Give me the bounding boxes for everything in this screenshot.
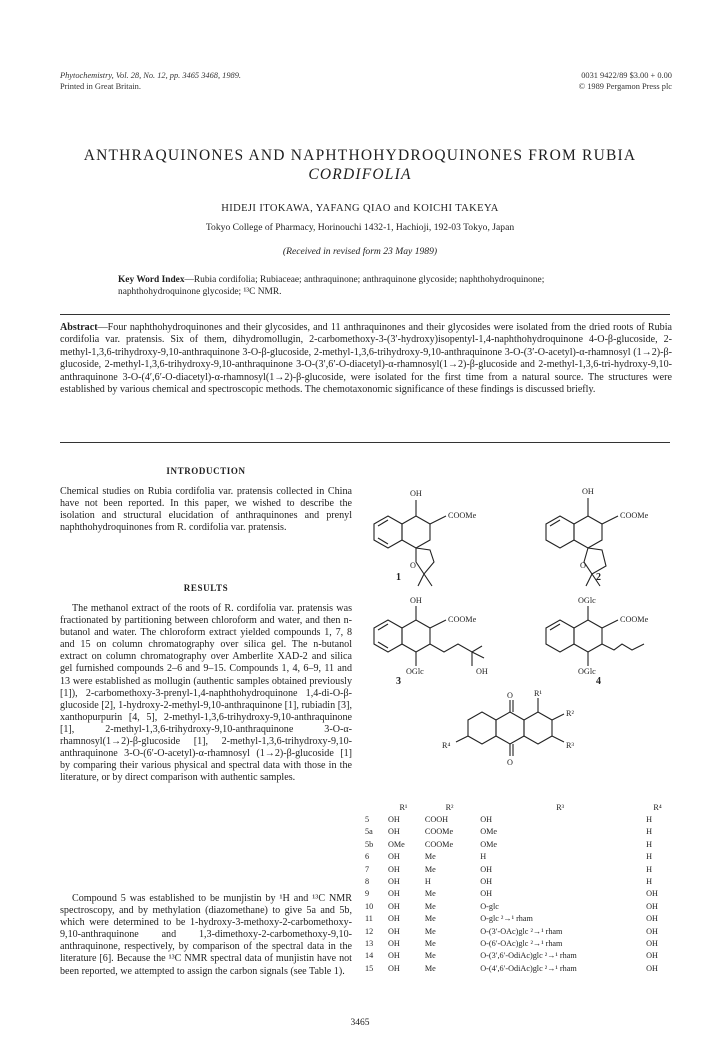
citation-line-1: Phytochemistry, Vol. 28, No. 12, pp. 3465 3468, 1989.: [60, 71, 241, 80]
divider-rule: [60, 314, 670, 315]
label-oglc: OGlc: [578, 596, 596, 605]
table-cell: O-(4′,6′-OdiAc)glc ²→¹ rham: [480, 963, 577, 973]
table-row: [362, 863, 672, 875]
structure-compound-1: [374, 500, 446, 586]
table-header-cell: R²: [445, 802, 454, 812]
table-cell: 5b: [365, 839, 374, 849]
table-cell: OH: [387, 938, 400, 948]
table-cell: OH: [646, 889, 658, 899]
table-cell: H: [646, 839, 653, 849]
abstract-text: —Four naphthohydroquinones and their glycosides, and 11 anthraquinones and their glycosides were isolated from the dried roots of Rubia cordifolia var. pratensis. Six of them, dihydromollugin, 2-carbomethoxy-3-(3′-hydroxy)isopentyl-1,4-naphthohydroquinone 4-O-β-glucoside, 2-methyl-1,3,6-trihydroxy-9,10-anthraquinone 3-O-β-glucoside, 2-methyl-1,3,6-trihydroxy-9,10-anthraquinone 3-O-(3′-O-acetyl)-α-rhamnosyl (1→2)-β-glucoside, 2-methyl-1,3,6-trihydroxy-9,10-anthraquinone 3-O-(3′,6′-O-diacetyl)-α-rhamnosyl(1→2)-β-glucoside and 2-methyl-1,3,6-tri-hydroxy-9,10-anthraquinone 3-O-(4′,6′-O-diacetyl)-α-rhamnosyl(1→2)-β-glucoside, were isolated for the first time from a natural source. The structures were established by various chemical and spectroscopic methods. The chemotaxonomic significance of these findings is discussed briefly.: [60, 322, 672, 396]
table-cell: OH: [387, 877, 400, 887]
introduction-heading: INTRODUCTION: [166, 466, 246, 476]
table-cell: OH: [387, 889, 400, 899]
label-r4: R⁴: [442, 741, 451, 750]
table-cell: O-(3′,6′-OdiAc)glc ²→¹ rham: [480, 951, 577, 961]
table-cell: H: [424, 877, 431, 887]
table-cell: OH: [387, 815, 400, 825]
label-coome: COOMe: [448, 511, 477, 520]
affiliation: Tokyo College of Pharmacy, Horinouchi 1432-1, Hachioji, 192-03 Tokyo, Japan: [205, 222, 515, 233]
table-row: [362, 900, 672, 912]
table-header-cell: R⁴: [653, 802, 662, 812]
table-cell: H: [646, 815, 653, 825]
table-cell: O-(6′-OAc)glc ²→¹ rham: [480, 938, 563, 948]
structure-anthraquinone-skeleton: [456, 698, 564, 756]
label-r3: R³: [566, 741, 574, 750]
table-cell: 5: [365, 815, 370, 825]
journal-citation: [60, 70, 241, 92]
table-cell: Me: [424, 963, 436, 973]
table-cell: Me: [424, 926, 436, 936]
table-cell: 6: [365, 852, 370, 862]
label-oh: OH: [410, 489, 422, 498]
table-cell: H: [646, 852, 653, 862]
table-row: [362, 937, 672, 949]
table-cell: 12: [365, 926, 374, 936]
table-cell: OH: [387, 914, 400, 924]
abstract-label: Abstract: [60, 322, 98, 333]
table-cell: OH: [480, 889, 493, 899]
table-cell: OMe: [387, 839, 405, 849]
table-cell: OH: [480, 877, 493, 887]
table-header-cell: R¹: [399, 802, 408, 812]
label-o: O: [507, 758, 513, 767]
table-cell: H: [646, 864, 653, 874]
table-header-row: [362, 801, 672, 813]
label-oh: OH: [476, 667, 488, 676]
label-coome: COOMe: [620, 511, 649, 520]
compound-label-2: 2: [596, 572, 601, 583]
table-cell: 7: [365, 864, 370, 874]
structure-compound-2: [546, 498, 618, 586]
table-row: [362, 925, 672, 937]
table-cell: Me: [424, 938, 436, 948]
label-r1: R¹: [534, 689, 542, 698]
table-cell: OH: [387, 864, 400, 874]
table-cell: H: [646, 827, 653, 837]
table-cell: Me: [424, 951, 436, 961]
keyword-text: —Rubia cordifolia; Rubiaceae; anthraquinone; anthraquinone glycoside; naphthohydroquinone; naphthohydroquinone glycoside; ¹³C NMR.: [118, 275, 545, 297]
table-cell: OH: [387, 951, 400, 961]
results-paragraph-1: The methanol extract of the roots of R. cordifolia var. pratensis was fractionated by partitioning between chloroform and water, and then n-butanol and water. The chloroform extract yielded compounds 1, 7, 8 and 15 on column chromatography over silica gel. The n-butanol extract on column chromatography over Amberlite XAD-2 and silica gel furnished compounds 2–6 and 9–15. Compounds 1, 4, 6–9, 11 and 13 were established as mollugin (authentic samples obtained previously [1]), 2-carbomethoxy-3-prenyl-1,4-naphthohydroquinone 1,4-di-O-β-glucoside [2], 1-hydroxy-2-methyl-9,10-anthraquinone [1], rubiadin [3], xanthopurpurin [4, 5], 2-methyl-1,3,6-trihydroxy-9,10-anthraquinone [1], 2-methyl-1,3,6-trihydroxy-9,10-anthraquinone 3-O-α-rhamnosyl(1→2)-β-glucoside [1], 2-methyl-1,3,6-trihydroxy-9,10-anthraquinone 3-O-(6′-O-acetyl)-α-rhamnosyl (1→2)-β-glucoside [1] by comparing their various physical and spectral data with those in the literature, or by direct comparison with authentic samples.: [60, 603, 352, 784]
table-cell: 14: [365, 951, 374, 961]
table-cell: Me: [424, 901, 436, 911]
table-cell: OH: [387, 827, 400, 837]
article-title: [40, 146, 680, 184]
table-cell: 11: [365, 914, 373, 924]
table-cell: Me: [424, 914, 436, 924]
table-cell: 5a: [365, 827, 373, 837]
label-r2: R²: [566, 709, 574, 718]
authors: HIDEJI ITOKAWA, YAFANG QIAO and KOICHI TAKEYA: [221, 203, 499, 214]
table-row: [362, 950, 672, 962]
copyright-block: [579, 70, 672, 92]
label-oglc: OGlc: [578, 667, 596, 676]
table-row: [362, 913, 672, 925]
table-cell: COOMe: [424, 827, 454, 837]
label-coome: COOMe: [448, 615, 477, 624]
copyright-line: © 1989 Pergamon Press plc: [578, 82, 672, 91]
table-cell: OH: [480, 864, 493, 874]
table-cell: OH: [646, 901, 658, 911]
page-number: 3465: [350, 1018, 370, 1028]
table-cell: COOMe: [424, 839, 454, 849]
table-cell: OMe: [480, 839, 498, 849]
received-date: (Received in revised form 23 May 1989): [282, 246, 438, 257]
keyword-index: [118, 274, 618, 298]
label-o: O: [580, 561, 586, 570]
table-cell: H: [646, 877, 653, 887]
table-row: [362, 851, 672, 863]
table-cell: 8: [365, 877, 370, 887]
table-cell: COOH: [424, 815, 449, 825]
table-cell: 13: [365, 938, 374, 948]
compound-label-3: 3: [396, 676, 401, 687]
table-cell: OH: [646, 926, 658, 936]
citation-line-2: Printed in Great Britain.: [60, 82, 141, 91]
table-row: [362, 813, 672, 825]
table-cell: OH: [480, 815, 493, 825]
issn-line: 0031 9422/89 $3.00 + 0.00: [581, 71, 672, 80]
table-cell: O-glc ²→¹ rham: [480, 914, 533, 924]
table-cell: O-glc: [480, 901, 499, 911]
table-cell: OH: [387, 901, 400, 911]
table-row: [362, 875, 672, 887]
table-header-cell: R³: [556, 802, 565, 812]
compound-label-4: 4: [596, 676, 601, 687]
table-cell: OH: [646, 938, 658, 948]
table-cell: OH: [646, 914, 658, 924]
substituent-table: [362, 801, 672, 974]
table-cell: OH: [387, 852, 400, 862]
structure-figure: [360, 462, 680, 782]
table-cell: OH: [646, 951, 658, 961]
table-cell: Me: [424, 864, 436, 874]
table-cell: H: [480, 852, 487, 862]
table-cell: 10: [365, 901, 374, 911]
table-cell: O-(3′-OAc)glc ²→¹ rham: [480, 926, 563, 936]
label-oh: OH: [410, 596, 422, 605]
table-header-cell: [362, 801, 385, 813]
label-oglc: OGlc: [406, 667, 424, 676]
table-cell: OH: [387, 926, 400, 936]
table-cell: OH: [387, 963, 400, 973]
divider-rule: [60, 442, 670, 443]
table-row: [362, 826, 672, 838]
compound-label-1: 1: [396, 572, 401, 583]
table-cell: 9: [365, 889, 370, 899]
label-oh: OH: [582, 487, 594, 496]
table-cell: OH: [646, 963, 658, 973]
results-heading: RESULTS: [183, 583, 229, 593]
table-cell: Me: [424, 852, 436, 862]
title-line-1: ANTHRAQUINONES AND NAPHTHOHYDROQUINONES FROM RUBIA: [83, 147, 637, 164]
table-cell: 15: [365, 963, 374, 973]
keyword-label: Key Word Index: [118, 275, 185, 285]
label-coome: COOMe: [620, 615, 649, 624]
label-o: O: [507, 691, 513, 700]
results-paragraph-2: Compound 5 was established to be munjistin by ¹H and ¹³C NMR spectroscopy, and by methylation (diazomethane) to give 5a and 5b, which were determined to be 1-hydroxy-3-methoxy-2-carbomethoxy-9,10-anthraquinone and 1,3-dimethoxy-2-carbomethoxy-9,10-anthraquinone, respectively, by comparison of the spectral data in the literature [6]. Because the ¹³C NMR spectral data of munjistin have not been reported, we attempted to assign the carbon signals (see Table 1).: [60, 893, 352, 977]
title-line-2: CORDIFOLIA: [308, 166, 412, 183]
table-row: [362, 962, 672, 974]
table-cell: Me: [424, 889, 436, 899]
table-row: [362, 888, 672, 900]
table-cell: OMe: [480, 827, 498, 837]
table-row: [362, 838, 672, 850]
label-o: O: [410, 561, 416, 570]
abstract: [60, 322, 672, 396]
introduction-text: Chemical studies on Rubia cordifolia var. pratensis collected in China have not been reported. In this paper, we wished to describe the isolation and structural elucidation of anthraquinones and prenyl naphthohydroquinones from R. cordifolia var. pratensis.: [60, 486, 352, 534]
